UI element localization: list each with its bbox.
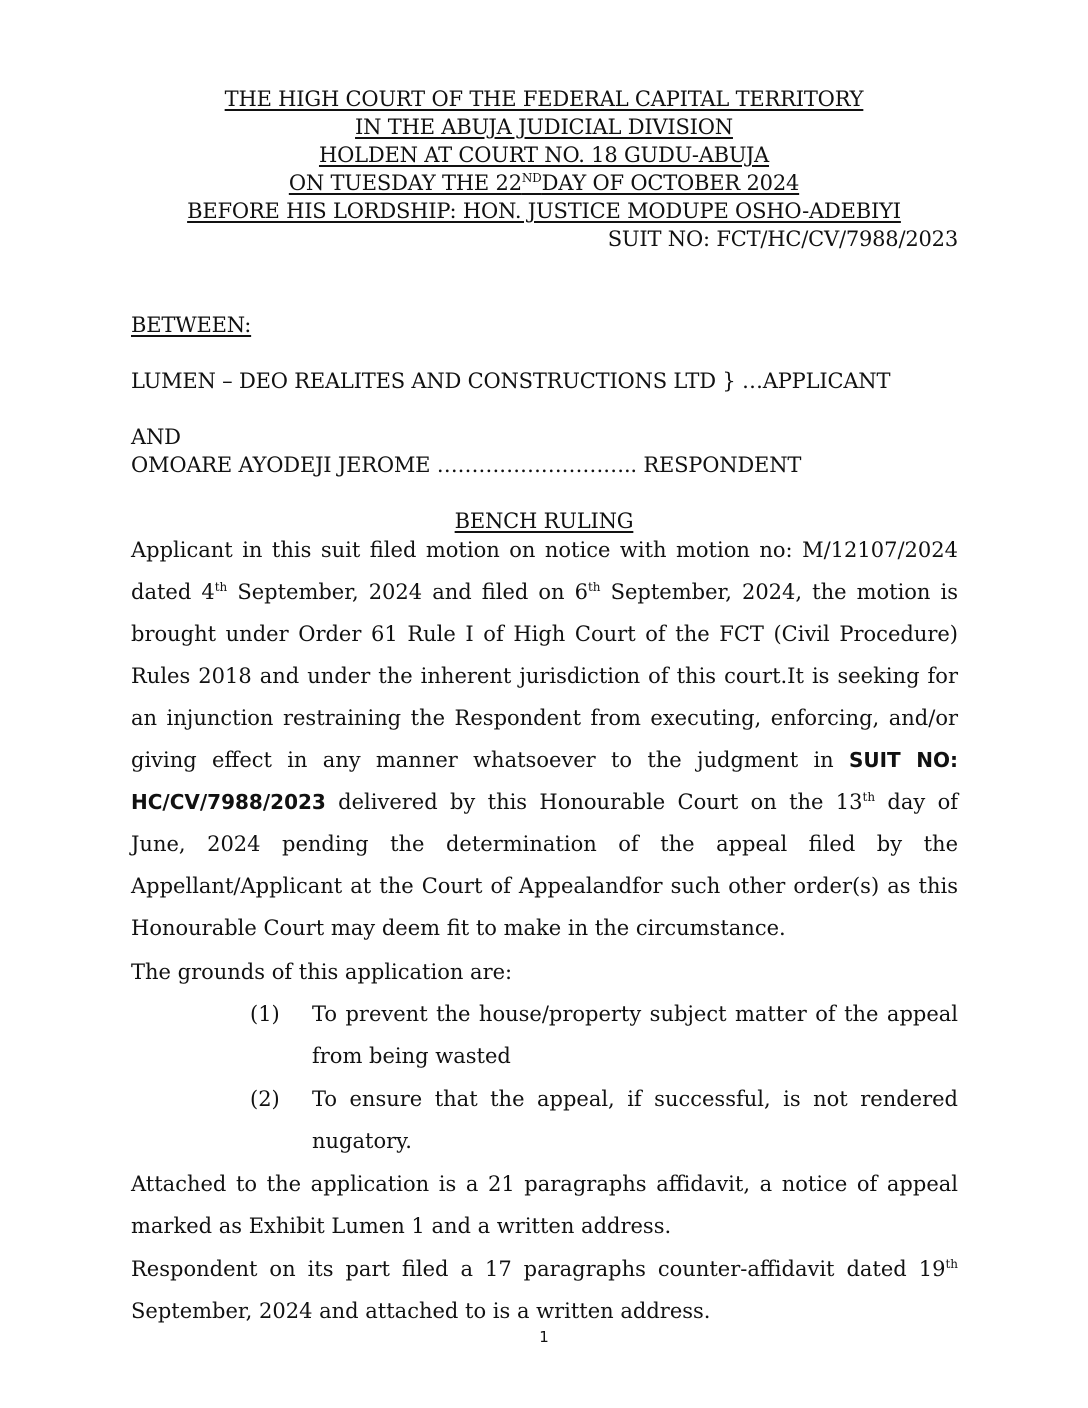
hearing-date-suffix: ND [521, 171, 542, 185]
p1-sup-2: th [587, 580, 601, 594]
p1-suit-number: SUIT NO: HC/CV/7988/2023 [131, 748, 958, 814]
hearing-date [0, 170, 1088, 196]
applicant-line: LUMEN – DEO REALITES AND CONSTRUCTIONS LTD } …APPLICANT [131, 369, 891, 393]
suit-number: SUIT NO: FCT/HC/CV/7988/2023 [607, 227, 958, 251]
ground-number: (1) [250, 1002, 280, 1026]
p1-text-d: delivered by this Honourable Court on the 13 [325, 790, 863, 814]
p3-text-b: September, 2024 and attached to is a written address. [131, 1299, 711, 1323]
p1-text-b: September, 2024 and filed on 6 [227, 580, 588, 604]
court-title: THE HIGH COURT OF THE FEDERAL CAPITAL TERRITORY [224, 87, 864, 111]
p1-sup-3: th [862, 790, 876, 804]
court-location: HOLDEN AT COURT NO. 18 GUDU-ABUJA [318, 143, 770, 167]
presiding-judge: BEFORE HIS LORDSHIP: HON. JUSTICE MODUPE OSHO-ADEBIYI [187, 199, 901, 223]
paragraph-affidavit: Attached to the application is a 21 paragraphs affidavit, a notice of appeal marked as Exhibit Lumen 1 and a written address. [131, 1172, 958, 1238]
between-label: BETWEEN: [131, 313, 252, 337]
and-label: AND [131, 425, 181, 449]
ground-item: To prevent the house/property subject matter of the appeal from being wasted [312, 1002, 958, 1068]
respondent-line: OMOARE AYODEJI JEROME ……………………….. RESPONDENT [131, 453, 802, 477]
p1-sup-1: th [214, 580, 228, 594]
paragraph-motion [131, 529, 958, 949]
p3-sup: th [945, 1257, 958, 1271]
ruling-title: BENCH RULING [454, 509, 634, 533]
grounds-intro: The grounds of this application are: [131, 960, 513, 984]
p1-text-c: September, 2024, the motion is brought under Order 61 Rule I of High Court of the FCT (Civil Procedure) Rules 2018 and under the inherent jurisdiction of this court.It is seeking for an injunction restraining the Respondent from executing, enforcing, and/or giving effect in any manner whatsoever to the judgment in [131, 580, 959, 772]
ground-number: (2) [250, 1087, 280, 1111]
hearing-date-text: ON TUESDAY THE 22 [288, 171, 522, 195]
p1-text-a: Applicant in this suit filed motion on notice with motion no: M/12107/2024 dated 4 [131, 538, 958, 604]
paragraph-counter-affidavit [131, 1248, 958, 1332]
ground-item: To ensure that the appeal, if successful, is not rendered nugatory. [312, 1087, 958, 1153]
page-number: 1 [539, 1328, 549, 1346]
p1-text-e: day of June, 2024 pending the determination of the appeal filed by the Appellant/Applicant at the Court of Appealandfor such other order(s) as this Honourable Court may deem fit to make in the circumstance. [131, 790, 958, 940]
p3-text-a: Respondent on its part filed a 17 paragraphs counter-affidavit dated 19 [131, 1257, 946, 1281]
judicial-division: IN THE ABUJA JUDICIAL DIVISION [355, 115, 733, 139]
hearing-date-text-2: DAY OF OCTOBER 2024 [541, 171, 800, 195]
